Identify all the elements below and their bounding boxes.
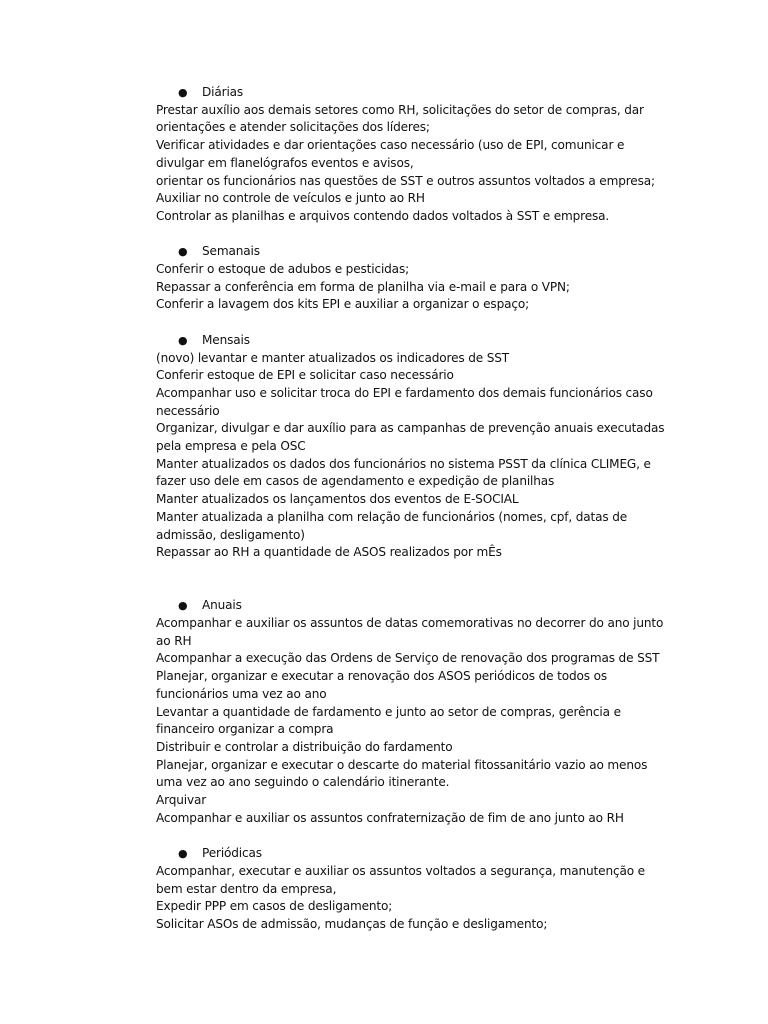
- list-item: Manter atualizados os dados dos funcionários no sistema PSST da clínica CLIMEG, e fazer uso dele em casos de agendamento e expedição de planilhas: [156, 456, 651, 489]
- list-item: Auxiliar no controle de veículos e junto ao RH: [156, 191, 425, 206]
- list-item: Manter atualizados os lançamentos dos eventos de E-SOCIAL: [156, 492, 519, 507]
- list-item: (novo) levantar e manter atualizados os indicadores de SST: [156, 350, 510, 365]
- section-anuais: [156, 597, 666, 827]
- section-heading-text: Anuais: [202, 598, 242, 613]
- list-item: Acompanhar e auxiliar os assuntos de datas comemorativas no decorrer do ano junto ao RH: [156, 616, 664, 648]
- list-item: Planejar, organizar e executar a renovação dos ASOS periódicos de todos os funcionários uma vez ao ano: [156, 669, 608, 701]
- list-item: Planejar, organizar e executar o descarte do material fitossanitário vazio ao menos uma vez ao ano seguindo o calendário itinerante.: [156, 757, 648, 790]
- list-item: Manter atualizada a planilha com relação de funcionários (nomes, cpf, datas de admissão, desligamento): [156, 509, 628, 542]
- list-item: Prestar auxílio aos demais setores como RH, solicitações do setor de compras, dar orientações e atender solicitações dos líderes;: [156, 102, 644, 135]
- list-item: orientar os funcionários nas questões de SST e outros assuntos voltados a empresa;: [156, 173, 655, 188]
- section-heading: [156, 332, 666, 350]
- document-page: [156, 84, 666, 951]
- list-item: Distribuir e controlar a distribuição do fardamento: [156, 739, 453, 754]
- section-periodicas: [156, 845, 666, 934]
- section-heading-text: Mensais: [202, 332, 250, 347]
- list-item: Controlar as planilhas e arquivos contendo dados voltados à SST e empresa.: [156, 208, 610, 223]
- list-item: Conferir o estoque de adubos e pesticidas;: [156, 262, 410, 277]
- bullet-icon: ●: [178, 847, 188, 861]
- section-heading: [156, 597, 666, 615]
- section-heading-text: Periódicas: [202, 846, 262, 861]
- list-item: Arquivar: [156, 793, 207, 808]
- section-semanais: [156, 243, 666, 314]
- section-diarias: [156, 84, 666, 226]
- list-item: Organizar, divulgar e dar auxílio para as campanhas de prevenção anuais executadas pela empresa e pela OSC: [156, 421, 665, 454]
- list-item: Acompanhar e auxiliar os assuntos confraternização de fim de ano junto ao RH: [156, 810, 624, 825]
- list-item: Solicitar ASOs de admissão, mudanças de função e desligamento;: [156, 916, 548, 931]
- list-item: Conferir a lavagem dos kits EPI e auxiliar a organizar o espaço;: [156, 297, 530, 312]
- list-item: Verificar atividades e dar orientações caso necessário (uso de EPI, comunicar e divulgar em flanelógrafos eventos e avisos,: [156, 138, 625, 170]
- bullet-icon: ●: [178, 333, 188, 347]
- section-heading-text: Semanais: [202, 244, 260, 259]
- list-item: Conferir estoque de EPI e solicitar caso necessário: [156, 368, 454, 383]
- list-item: Repassar a conferência em forma de planilha via e-mail e para o VPN;: [156, 279, 570, 294]
- list-item: Acompanhar uso e solicitar troca do EPI e fardamento dos demais funcionários caso necessário: [156, 385, 653, 418]
- list-item: Repassar ao RH a quantidade de ASOS realizados por mÊs: [156, 545, 502, 560]
- bullet-icon: ●: [178, 86, 188, 99]
- section-mensais: [156, 332, 666, 562]
- bullet-icon: ●: [178, 599, 188, 613]
- section-heading: [156, 845, 666, 863]
- section-heading: [156, 84, 666, 102]
- list-item: Levantar a quantidade de fardamento e junto ao setor de compras, gerência e financeiro organizar a compra: [156, 704, 621, 737]
- list-item: Expedir PPP em casos de desligamento;: [156, 899, 393, 914]
- list-item: Acompanhar, executar e auxiliar os assuntos voltados a segurança, manutenção e bem estar dentro da empresa,: [156, 863, 645, 896]
- list-item: Acompanhar a execução das Ordens de Serviço de renovação dos programas de SST: [156, 651, 660, 666]
- section-heading: [156, 243, 666, 261]
- section-heading-text: Diárias: [202, 85, 244, 99]
- bullet-icon: ●: [178, 245, 188, 259]
